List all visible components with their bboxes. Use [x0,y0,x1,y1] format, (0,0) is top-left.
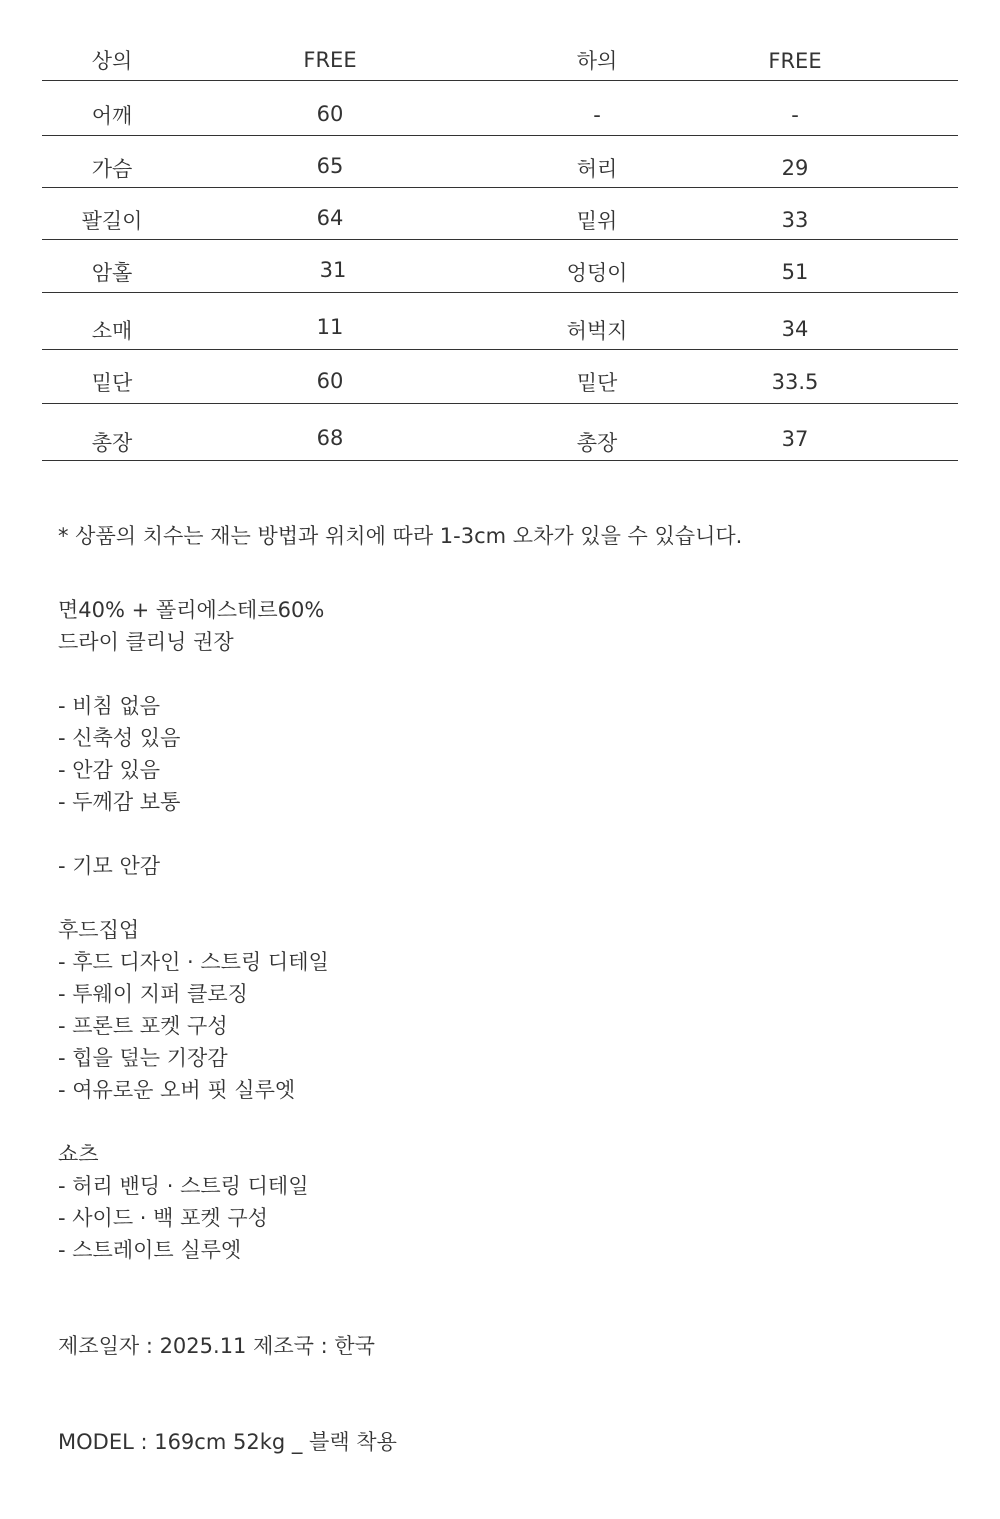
list-item: - 후드 디자인 · 스트링 디테일 [58,950,329,974]
size-table [42,36,958,461]
fabric-composition: 면40% + 폴리에스테르60% [58,598,325,622]
row-top-label: 어깨 [91,104,133,128]
header-top-label: 상의 [91,49,133,73]
row-bottom-label: 밑단 [576,371,618,395]
table-row [42,404,958,461]
list-item: - 사이드 · 백 포켓 구성 [58,1206,268,1230]
row-bottom-label: 엉덩이 [566,261,628,285]
table-row [42,81,958,136]
row-bottom-label: 총장 [576,431,618,455]
list-item: - 비침 없음 [58,694,161,718]
list-item: - 여유로운 오버 핏 실루엣 [58,1078,296,1102]
row-bottom-label: 허리 [576,157,618,181]
table-row [42,240,958,293]
manufacture-text: 제조일자 : 2025.11 제조국 : 한국 [58,1334,375,1358]
row-top-value: 31 [319,258,347,282]
header-top-size: FREE [303,48,357,72]
row-bottom-label: 밑위 [576,209,618,233]
list-item: - 기모 안감 [58,854,161,878]
list-item: - 안감 있음 [58,758,161,782]
table-row [42,188,958,240]
model-info [58,1426,397,1458]
row-top-label: 팔길이 [81,209,143,233]
row-top-value: 68 [316,426,344,450]
header-bottom-size: FREE [768,49,822,73]
hoodie-title: 후드집업 [58,918,140,942]
table-row [42,350,958,404]
list-item: - 프론트 포켓 구성 [58,1014,228,1038]
row-top-value: 65 [316,154,344,178]
header-bottom-label: 하의 [576,49,618,73]
row-bottom-value: 51 [781,260,809,284]
list-item: - 허리 밴딩 · 스트링 디테일 [58,1174,309,1198]
row-top-label: 소매 [91,319,133,343]
material-block [58,594,324,658]
row-top-label: 총장 [91,431,133,455]
hoodie-section [58,914,329,1106]
table-row [42,293,958,350]
row-top-value: 60 [316,369,344,393]
row-bottom-value: 33.5 [771,370,819,394]
shorts-section [58,1138,309,1266]
row-bottom-value: 29 [781,156,809,180]
row-top-label: 가슴 [91,157,133,181]
list-item: - 두께감 보통 [58,790,181,814]
row-bottom-label: - [593,103,601,127]
row-top-label: 암홀 [91,261,133,285]
model-text: MODEL : 169cm 52kg _ 블랙 착용 [58,1430,397,1454]
list-item: - 힙을 덮는 기장감 [58,1046,228,1070]
list-item: - 투웨이 지퍼 클로징 [58,982,248,1006]
list-item: - 스트레이트 실루엣 [58,1238,242,1262]
measurement-note [58,520,742,552]
row-bottom-value: - [791,103,799,127]
row-top-label: 밑단 [91,371,133,395]
note-text: * 상품의 치수는 재는 방법과 위치에 따라 1-3cm 오차가 있을 수 있습니다. [58,524,743,548]
row-top-value: 11 [316,315,344,339]
list-item: - 신축성 있음 [58,726,181,750]
row-bottom-label: 허벅지 [566,319,628,343]
size-table-header [42,36,958,81]
row-bottom-value: 34 [781,317,809,341]
features-list [58,690,180,818]
row-top-value: 60 [316,102,344,126]
care-instruction: 드라이 클리닝 권장 [58,630,234,654]
row-bottom-value: 33 [781,208,809,232]
manufacture-info [58,1330,375,1362]
lining-block [58,850,160,882]
row-top-value: 64 [316,206,344,230]
row-bottom-value: 37 [781,427,809,451]
table-row [42,136,958,188]
shorts-title: 쇼츠 [58,1142,99,1166]
